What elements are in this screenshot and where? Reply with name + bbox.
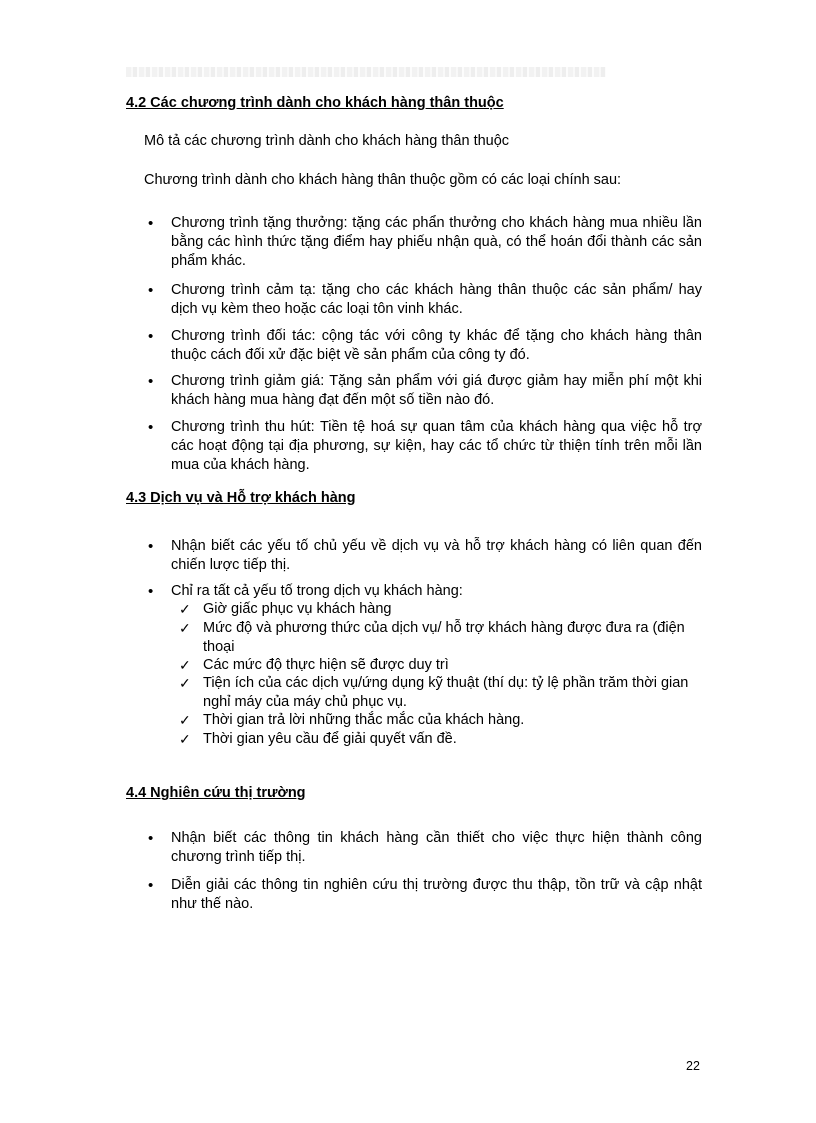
check-item: Giờ giấc phục vụ khách hàng <box>203 601 392 617</box>
faint-header-text <box>126 67 606 77</box>
check-item: Tiện ích của các dịch vụ/ứng dụng kỹ thuật (thí dụ: tỷ lệ phần trăm thời gian nghỉ máy của máy chủ phục vụ. <box>203 675 689 710</box>
bullet-icon: • <box>148 877 154 894</box>
page-number: 22 <box>686 1059 700 1073</box>
check-item: Thời gian trả lời những thắc mắc của khách hàng. <box>203 712 525 728</box>
check-icon: ✓ <box>179 675 191 691</box>
check-icon: ✓ <box>179 601 191 617</box>
section-4-2-intro: Mô tả các chương trình dành cho khách hàng thân thuộc <box>144 133 510 149</box>
section-4-4-heading: 4.4 Nghiên cứu thị trường <box>126 785 306 801</box>
list-item: Chương trình đối tác: cộng tác với công ty khác để tặng cho khách hàng thân thuộc cách đối xử đặc biệt về sản phẩm của công ty đó. <box>171 328 702 363</box>
bullet-icon: • <box>148 583 154 600</box>
section-4-3-heading: 4.3 Dịch vụ và Hỗ trợ khách hàng <box>126 490 356 506</box>
bullet-icon: • <box>148 215 154 232</box>
check-icon: ✓ <box>179 657 191 673</box>
bullet-icon: • <box>148 328 154 345</box>
list-item: Chương trình cảm tạ: tặng cho các khách hàng thân thuộc các sản phẩm/ hay dịch vụ kèm theo hoặc các loại tôn vinh khác. <box>171 282 702 317</box>
list-item: Chương trình giảm giá: Tặng sản phẩm với giá được giảm hay miễn phí một khi khách hàng mua hàng đạt đến một số tiền nào đó. <box>171 373 702 408</box>
list-item: Chương trình tặng thưởng: tặng các phẩn thưởng cho khách hàng mua nhiều lần bằng các hình thức tặng điểm hay phiếu nhận quà, có thể hoán đổi thành các sản phẩm khác. <box>171 215 702 269</box>
bullet-icon: • <box>148 373 154 390</box>
check-icon: ✓ <box>179 712 191 728</box>
check-icon: ✓ <box>179 731 191 747</box>
bullet-icon: • <box>148 282 154 299</box>
list-item: Nhận biết các yếu tố chủ yếu về dịch vụ và hỗ trợ khách hàng có liên quan đến chiến lược tiếp thị. <box>171 538 702 573</box>
bullet-icon: • <box>148 830 154 847</box>
check-icon: ✓ <box>179 620 191 636</box>
list-item: Chương trình thu hút: Tiền tệ hoá sự quan tâm của khách hàng qua việc hỗ trợ các hoạt động tại địa phương, sự kiện, hay các tổ chức từ thiện tính trên mỗi lần mua của khách hàng. <box>171 419 702 473</box>
bullet-icon: • <box>148 538 154 555</box>
check-item: Thời gian yêu cầu để giải quyết vấn đề. <box>203 731 457 747</box>
section-4-2-lead: Chương trình dành cho khách hàng thân thuộc gồm có các loại chính sau: <box>144 172 622 188</box>
check-item: Mức độ và phương thức của dịch vụ/ hỗ trợ khách hàng được đưa ra (điện thoại <box>203 620 685 655</box>
list-item: Chỉ ra tất cả yếu tố trong dịch vụ khách hàng: <box>171 583 463 599</box>
check-item: Các mức độ thực hiện sẽ được duy trì <box>203 657 449 673</box>
list-item: Nhận biết các thông tin khách hàng cần thiết cho việc thực hiện thành công chương trình tiếp thị. <box>171 830 702 865</box>
bullet-icon: • <box>148 419 154 436</box>
section-4-2-heading: 4.2 Các chương trình dành cho khách hàng thân thuộc <box>126 95 504 111</box>
list-item: Diễn giải các thông tin nghiên cứu thị trường được thu thập, tồn trữ và cập nhật như thế nào. <box>171 877 702 912</box>
